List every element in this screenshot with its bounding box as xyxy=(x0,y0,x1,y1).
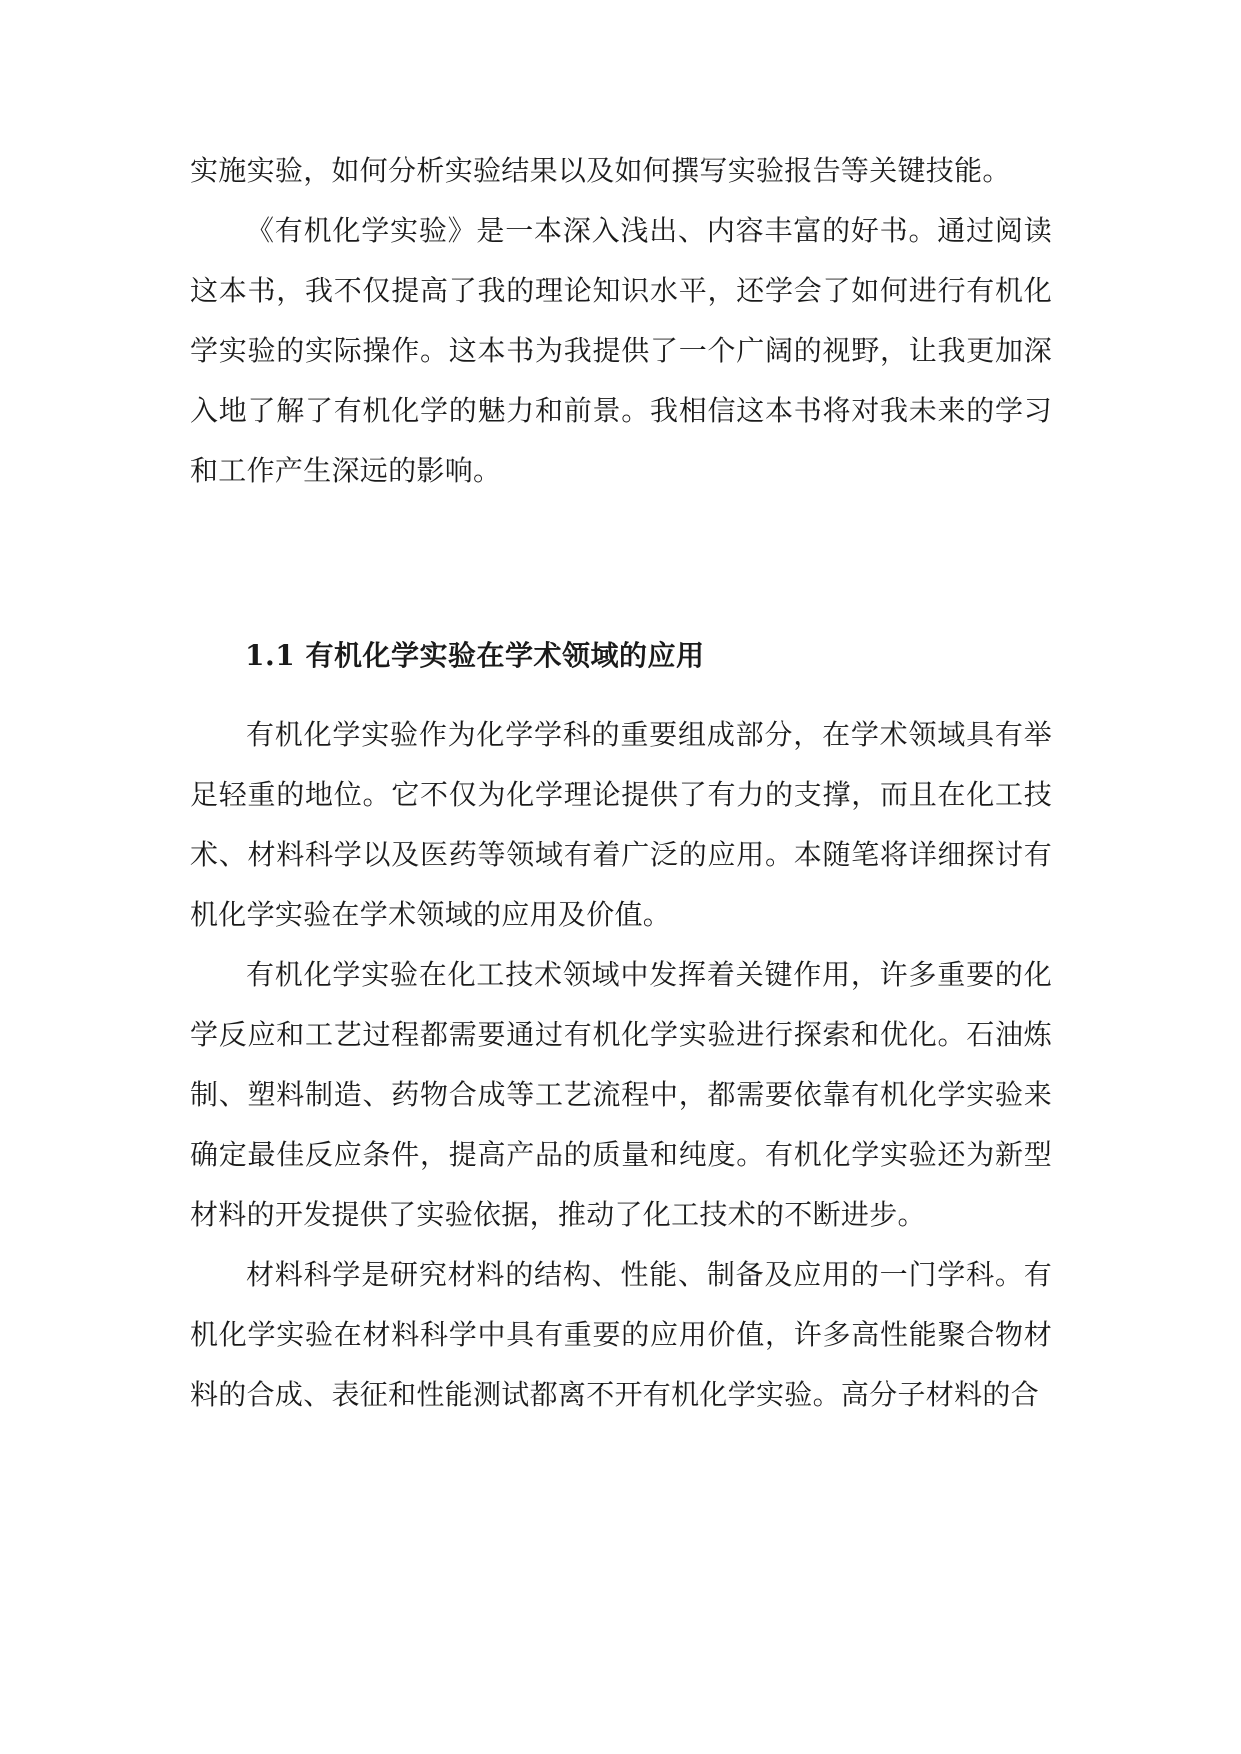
continuation-block xyxy=(190,141,1052,201)
section-body xyxy=(190,705,1052,1425)
intro-block xyxy=(190,201,1052,501)
paragraph: 有机化学实验在化工技术领域中发挥着关键作用，许多重要的化学反应和工艺过程都需要通过有机化学实验进行探索和优化。石油炼制、塑料制造、药物合成等工艺流程中，都需要依靠有机化学实验来确定最佳反应条件，提高产品的质量和纯度。有机化学实验还为新型材料的开发提供了实验依据，推动了化工技术的不断进步。 xyxy=(190,958,1052,1231)
continuation-paragraph: 实施实验，如何分析实验结果以及如何撰写实验报告等关键技能。 xyxy=(190,154,1011,187)
paragraph: 《有机化学实验》是一本深入浅出、内容丰富的好书。通过阅读这本书，我不仅提高了我的理论知识水平，还学会了如何进行有机化学实验的实际操作。这本书为我提供了一个广阔的视野，让我更加深入地了解了有机化学的魅力和前景。我相信这本书将对我未来的学习和工作产生深远的影响。 xyxy=(190,214,1052,487)
section-heading: 1.1 有机化学实验在学术领域的应用 xyxy=(245,639,705,672)
paragraph: 材料科学是研究材料的结构、性能、制备及应用的一门学科。有机化学实验在材料科学中具有重要的应用价值，许多高性能聚合物材料的合成、表征和性能测试都离不开有机化学实验。高分子材料的合 xyxy=(190,1258,1052,1411)
paragraph: 有机化学实验作为化学学科的重要组成部分，在学术领域具有举足轻重的地位。它不仅为化学理论提供了有力的支撑，而且在化工技术、材料科学以及医药等领域有着广泛的应用。本随笔将详细探讨有机化学实验在学术领域的应用及价值。 xyxy=(190,718,1052,931)
